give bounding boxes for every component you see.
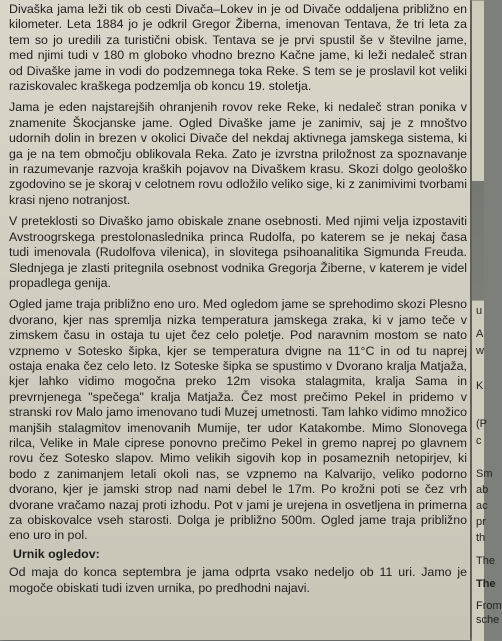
side-fragment: th [476,532,486,544]
side-fragment: pr [476,516,486,528]
side-fragment: ac [476,500,488,512]
paragraph-tour: Ogled jame traja približno eno uro. Med ogledom jame se sprehodimo skozi Plesno dvorano, kjer nas spremlja nizka temperatura jamskega zraka, ki v jamo teče v zimskem času in ostaja tu ujet čez celo poletje. Pod naravnim mostom se nato vzpnemo v Sotesko šipka, kjer se temperatura dvigne na 11°C in od tu naprej ostaja enaka čez celo leto. Iz Soteske šipka se spustimo v Dvorano kralja Matjaža, kjer lahko vidimo mogočna preko 12m visoka stalagmita, kralja Sama in prevrnjenega "spečega" kralja Matjaža. Čez most prečimo Pekel in pridemo v stranski rov Malo jamo imenovano tudi Muzej umetnosti. Tam lahko vidimo množico manjših stalagmitov imenovanih Mumije, ter udor Katakombe. Mimo Slonovega rilca, Velike in Male ciprese ponovno prečimo Pekel in gremo naprej po glavnem rovu čez Sotesko slapov. Mimo velikih sigovih kop in posameznih netopirjev, ki bodo z zanimanjem letali okoli nas, se vzpnemo na Kalvarijo, veliko podorno dvorano, kjer je jamski strop nad nami debel le 17m. Po krožni poti se čez vrh dvorane vračamo nazaj proti izhodu. Pot v jami je urejena in osvetljena in primerna za obiskovalce vseh starosti. Dolga je približno 500m. Ogled jame traja približno eno uro in pol. [9,297,467,543]
side-fragment: (P [476,418,487,430]
side-fragment: w [476,345,484,357]
side-fragment: ab [476,484,489,496]
paragraph-visitors: V preteklosti so Divaško jamo obiskale znane osebnosti. Med njimi velja izpostaviti Avstroogrskega prestolonaslednika princa Rudolfa, po katerem se je nekaj časa tudi imenovala (Rudolfova vilenica), in slovitega psihoanalitika Sigmunda Freuda. Slednjega je zlasti pritegnila osebnost vodnika Gregorja Žiberne, v katerem je videl propadlega genija. [9,214,467,290]
side-fragment: c [476,435,482,447]
adjacent-board-panel [472,0,484,181]
paragraph-geology: Jama je eden najstarejših ohranjenih rovov reke Reke, ki nedaleč stran ponika v znamenite Škocjanske jame. Ogled Divaške jame je zanimiv, saj je z mnoštvo udornih dolin in brezen v okolici Divače del nekdaj aktivnega jamskega sistema, ki ga je na tem območju oblikovala Reka. Zato je izvrstna priložnost za spoznavanje in razumevanje razvoja kraških pojavov na Divaškem krasu. Skozi dolgo geološko zgodovino se je skoraj v celotnem rovu odložilo veliko sige, ki z zanimivimi tvorbami krasi njeno notranjost. [9,100,467,207]
schedule-heading: Urnik ogledov: [13,546,100,561]
side-fragment: The [476,578,496,590]
schedule-text: Od maja do konca septembra je jama odprta vsako nedeljo ob 11 uri. Jamo je mogoče obiskati tudi izven urnika, po predhodni najavi. [9,565,467,595]
side-fragment: K [476,380,484,392]
paragraph-history: Divaška jama leži tik ob cesti Divača–Lokev in je od Divače oddaljena približno en kilometer. Leta 1884 jo je odkril Gregor Žiberna, imenovan Tentava, že tri leta za tem so jo uredili za turistični obisk. Tentava se je prvi spustil še v številne jame, med njimi tudi v 180 m globoko vhodno brezno Kačne jame, ki leži nedaleč stran od Divaške jame in vodi do podzemnega toka Reke. S tem se je proslavil kot veliki raziskovalec kraškega podzemlja ob koncu 19. stoletja. [9,2,467,94]
board-text [9,2,467,602]
side-fragment: The [476,555,495,567]
side-fragment: sche [476,614,500,626]
adjacent-board-edge [472,0,484,640]
side-fragment: Sm [476,468,493,480]
side-fragment: A [476,328,484,340]
side-fragment: From [476,600,502,612]
side-fragment: u [476,305,483,317]
